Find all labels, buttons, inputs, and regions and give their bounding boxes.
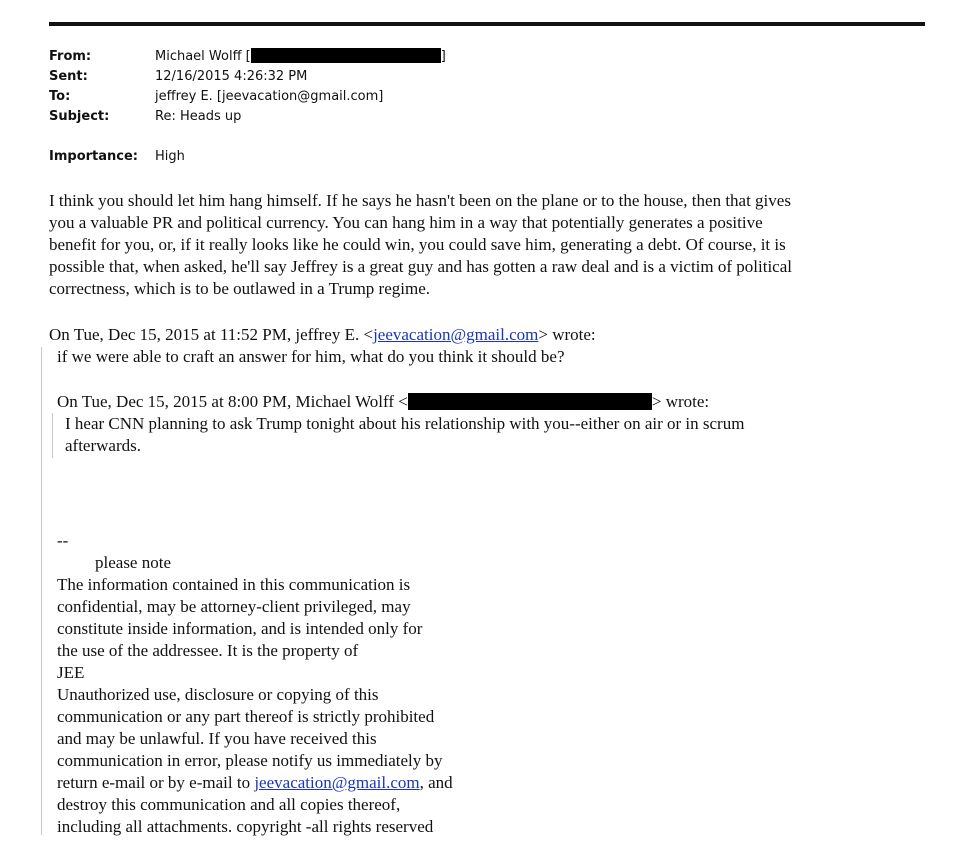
redaction-box [251, 48, 441, 63]
disclaimer-line: Unauthorized use, disclosure or copying of this [57, 685, 379, 704]
disclaimer-line: communication or any part thereof is strictly prohibited [57, 707, 435, 726]
disclaimer-line: JEE [57, 663, 85, 682]
message-body [49, 190, 792, 300]
signature-dashes: -- [57, 531, 69, 550]
sent-value: 12/16/2015 4:26:32 PM [155, 69, 308, 84]
return-prefix: return e-mail or by e-mail to [57, 773, 255, 792]
to-label: To: [49, 89, 71, 104]
sent-label: Sent: [49, 69, 88, 84]
body-line: benefit for you, or, if it really looks like he could win, you could save him, generating a debt. Of course, it is [49, 235, 786, 254]
quote2-attribution [57, 391, 709, 413]
importance-label: Importance: [49, 149, 138, 164]
quote1-text: if we were able to craft an answer for him, what do you think it should be? [57, 347, 565, 366]
from-name: Michael Wolff [ [155, 49, 251, 64]
disclaimer-line: confidential, may be attorney-client privileged, may [57, 597, 411, 616]
quote2-line: afterwards. [65, 436, 141, 455]
disclaimer-line: communication in error, please notify us immediately by [57, 751, 443, 770]
quote2-text [65, 413, 744, 457]
quote1-attr-prefix: On Tue, Dec 15, 2015 at 11:52 PM, jeffrey E. < [49, 325, 374, 344]
subject-label: Subject: [49, 109, 110, 124]
disclaimer-line: The information contained in this communication is [57, 575, 411, 594]
header-rule [49, 22, 925, 26]
redaction-box [408, 393, 652, 410]
body-line: I think you should let him hang himself. If he says he hasn't been on the plane or to the house, then that gives [49, 191, 791, 210]
from-label: From: [49, 49, 92, 64]
body-line: you a valuable PR and political currency. You can hang him in a way that potentially generates a positive [49, 213, 763, 232]
to-value: jeffrey E. [jeevacation@gmail.com] [155, 89, 384, 104]
disclaimer-line: and may be unlawful. If you have received this [57, 729, 377, 748]
disclaimer-line: destroy this communication and all copies thereof, [57, 795, 401, 814]
body-line: possible that, when asked, he'll say Jeffrey is a great guy and has gotten a raw deal and is a victim of political [49, 257, 792, 276]
quote1-bar [41, 347, 42, 835]
quote2-attr-suffix: > wrote: [651, 392, 710, 411]
from-value [155, 48, 446, 66]
quote2-line: I hear CNN planning to ask Trump tonight about his relationship with you--either on air or in scrum [65, 414, 745, 433]
disclaimer-line: the use of the addressee. It is the property of [57, 641, 359, 660]
quote1-email-link[interactable]: jeevacation@gmail.com [373, 325, 539, 344]
importance-value: High [155, 149, 185, 164]
disclaimer-line: constitute inside information, and is intended only for [57, 619, 423, 638]
quote2-bar [52, 413, 53, 458]
disclaimer-line: including all attachments. copyright -all rights reserved [57, 817, 434, 836]
subject-value: Re: Heads up [155, 109, 242, 124]
disclaimer-return-line [57, 772, 537, 794]
please-note: please note [95, 553, 171, 572]
quote2-attr-prefix: On Tue, Dec 15, 2015 at 8:00 PM, Michael Wolff < [57, 392, 408, 411]
disclaimer-email-link[interactable]: jeevacation@gmail.com [254, 773, 420, 792]
signature-block [57, 530, 537, 838]
body-line: correctness, which is to be outlawed in a Trump regime. [49, 279, 431, 298]
quote1-attribution [49, 324, 596, 346]
from-close: ] [440, 49, 446, 64]
return-suffix: , and [419, 773, 453, 792]
quote1-attr-suffix: > wrote: [538, 325, 596, 344]
